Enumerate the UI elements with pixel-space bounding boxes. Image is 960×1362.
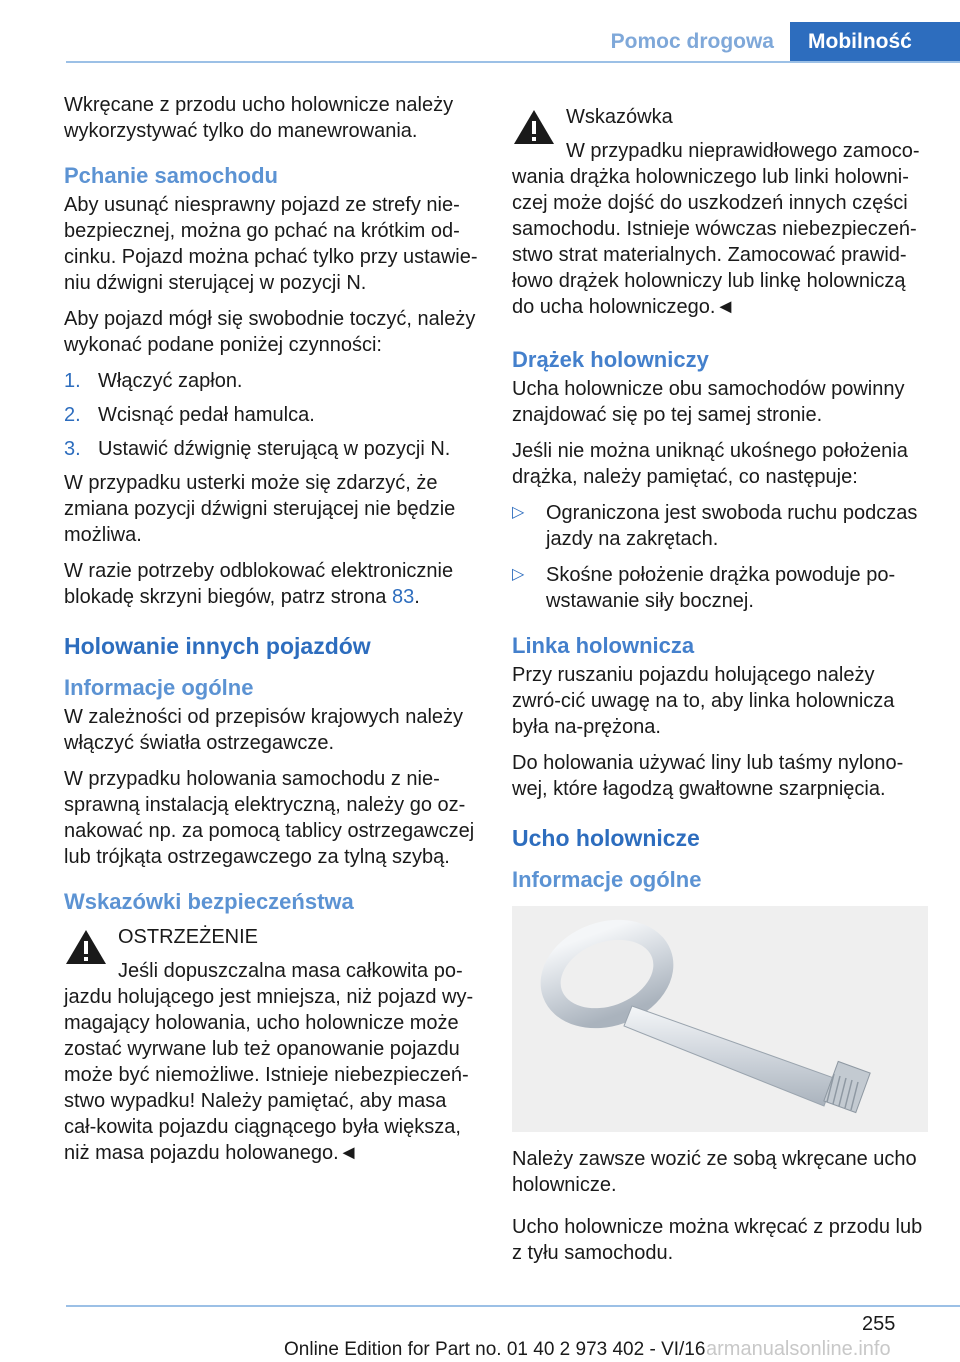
step-number: 2. (64, 404, 81, 426)
steps-list (64, 368, 480, 462)
note-block (512, 104, 928, 320)
step-number: 1. (64, 370, 81, 392)
bar-bullet-list (512, 500, 928, 614)
eye-paragraph-2: Ucho holownicze można wkręcać z przodu lub z tyłu samochodu. (512, 1216, 923, 1264)
heading-general: Informacje ogólne (64, 675, 254, 700)
towing-eye-image (512, 906, 928, 1132)
heading-bar: Drążek holowniczy (512, 347, 709, 372)
heading-eye: Ucho holownicze (512, 825, 700, 851)
towing-eye-illustration (512, 906, 928, 1132)
left-column (64, 92, 480, 1166)
warning-title: OSTRZEŻENIE (118, 926, 259, 948)
bullet-triangle-icon: ▷ (512, 566, 525, 583)
footer-rule (66, 1305, 960, 1307)
header-tabs (611, 22, 960, 62)
unlock-paragraph (64, 558, 480, 610)
note-text (512, 138, 928, 320)
step-text: Wcisnąć pedał hamulca. (98, 404, 315, 426)
note-body: W przypadku nieprawidłowego zamoco-wania drążka holowniczego lub linki holowni-czej może dojść do uszkodzeń innych części samochodu. Istnieje wówczas niebezpieczeń-stwo strat materialnych. Zamocować prawid-łowo drążek holowniczy lub linkę holowniczą do ucha holowniczego.◄ (512, 140, 920, 318)
watermark: armanualsonline.info (706, 1338, 891, 1360)
heading-eye-general: Informacje ogólne (512, 867, 702, 892)
heading-pushing: Pchanie samochodu (64, 163, 278, 188)
bar-paragraph-1: Ucha holownicze obu samochodów powinny znajdować się po tej samej stronie. (512, 378, 905, 426)
bullet-item (512, 500, 928, 552)
general-paragraph-2: W przypadku holowania samochodu z nie-sprawną instalacją elektryczną, należy go oz-nakować np. za pomocą tablicy ostrzegawczej lub trójkąta ostrzegawczego za tylną szybą. (64, 768, 475, 868)
section-tab[interactable]: Pomoc drogowa (610, 30, 774, 53)
bullet-triangle-icon: ▷ (512, 504, 525, 521)
page-link[interactable]: 83 (391, 586, 415, 608)
eye-paragraph-1: Należy zawsze wozić ze sobą wkręcane ucho holownicze. (512, 1148, 917, 1196)
edition-label: Online Edition for Part no. 01 40 2 973 402 - VI/16 (284, 1339, 706, 1360)
pushing-paragraph-2: Aby pojazd mógł się swobodnie toczyć, należy wykonać podane poniżej czynności: (64, 308, 476, 356)
bullet-item (512, 562, 928, 614)
step-text: Włączyć zapłon. (98, 370, 243, 392)
bar-paragraph-2: Jeśli nie można uniknąć ukośnego położenia drążka, należy pamiętać, co następuje: (512, 440, 908, 488)
step-item (64, 436, 480, 462)
heading-rope: Linka holownicza (512, 633, 695, 658)
heading-towing-other: Holowanie innych pojazdów (64, 633, 371, 659)
pushing-paragraph-1: Aby usunąć niesprawny pojazd ze strefy nie-bezpiecznej, można go pchać na krótkim od-cinku. Pojazd można pchać tylko przy ustawie-niu dźwigni sterującej w pozycji N. (64, 194, 478, 294)
header-rule (66, 61, 960, 63)
intro-paragraph: Wkręcane z przodu ucho holownicze należy wykorzystywać tylko do manewrowania. (64, 94, 454, 142)
step-item (64, 402, 480, 428)
bullet-text: Skośne położenie drążka powoduje po-wstawanie siły bocznej. (546, 564, 896, 612)
warning-text (64, 958, 480, 1166)
heading-safety: Wskazówki bezpieczeństwa (64, 889, 354, 914)
step-item (64, 368, 480, 394)
rope-paragraph-2: Do holowania używać liny lub taśmy nylono-wej, które łagodzą gwałtowne szarpnięcia. (512, 752, 904, 800)
right-column (512, 104, 928, 1276)
page-number: 255 (862, 1313, 896, 1335)
warning-block (64, 924, 480, 1166)
warning-body: Jeśli dopuszczalna masa całkowita po-jazdu holującego jest mniejsza, niż pojazd wy-magający holowania, ucho holownicze może zostać wyrwane lub też opanowanie pojazdu może być niemożliwe. Istnieje niebezpieczeń-stwo wypadku! Należy pamiętać, aby masa cał-kowita pojazdu ciągnącego była większa, niż masa pojazdu holowanego.◄ (64, 960, 474, 1164)
unlock-end: . (414, 586, 420, 608)
warning-triangle-icon (512, 108, 556, 146)
warning-triangle-icon (64, 928, 108, 966)
step-text: Ustawić dźwignię sterującą w pozycji N. (98, 438, 451, 460)
general-paragraph-1: W zależności od przepisów krajowych należy włączyć światła ostrzegawcze. (64, 706, 464, 754)
step-number: 3. (64, 438, 81, 460)
rope-paragraph-1: Przy ruszaniu pojazdu holującego należy zwró-cić uwagę na to, aby linka holownicza była na-prężona. (512, 664, 895, 738)
bullet-text: Ograniczona jest swoboda ruchu podczas jazdy na zakrętach. (546, 502, 918, 550)
chapter-tab[interactable]: Mobilność (790, 22, 960, 62)
unlock-text: W razie potrzeby odblokować elektronicznie blokadę skrzyni biegów, patrz strona (64, 560, 454, 608)
note-title: Wskazówka (566, 106, 673, 128)
fault-paragraph: W przypadku usterki może się zdarzyć, że zmiana pozycji dźwigni sterującej nie będzie możliwa. (64, 472, 456, 546)
